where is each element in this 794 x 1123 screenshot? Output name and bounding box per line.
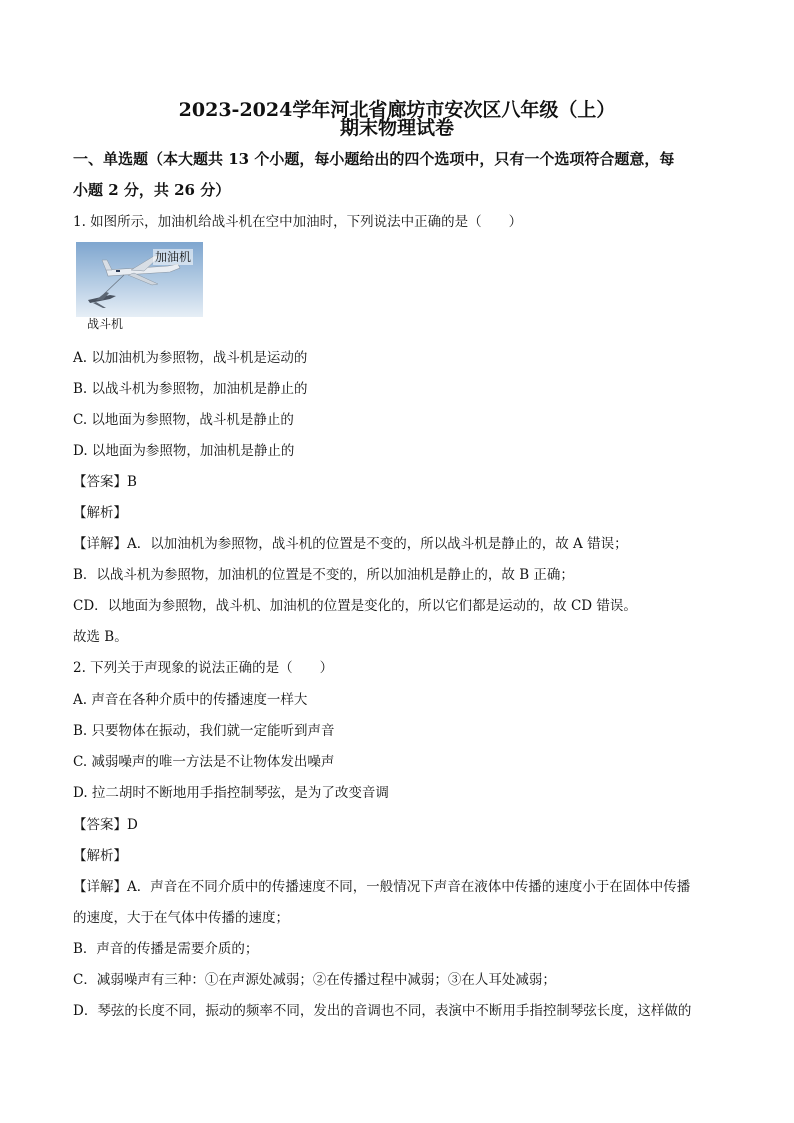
question-2-analysis-heading: 【解析】	[73, 848, 127, 864]
question-2-answer: 【答案】D	[73, 817, 138, 833]
question-1-analysis-heading: 【解析】	[73, 505, 127, 521]
question-1-stem: 1. 如图所示，加油机给战斗机在空中加油时，下列说法中正确的是（ ）	[73, 214, 523, 230]
question-2-analysis-line: D．琴弦的长度不同，振动的频率不同，发出的音调也不同，表演中不断用手指控制琴弦长度，这样做的	[73, 1003, 692, 1019]
question-2-option-b: B. 只要物体在振动，我们就一定能听到声音	[73, 723, 335, 739]
question-1-option-a: A. 以加油机为参照物，战斗机是运动的	[73, 350, 308, 366]
document-title: 2023-2024学年河北省廊坊市安次区八年级（上）	[178, 99, 616, 121]
question-2-analysis-line: 的速度，大于在气体中传播的速度；	[73, 910, 289, 926]
question-1-analysis-line: CD．以地面为参照物，战斗机、加油机的位置是变化的，所以它们都是运动的，故 CD 错误。	[73, 598, 637, 614]
question-1-analysis-line: B．以战斗机为参照物，加油机的位置是不变的，所以加油机是静止的，故 B 正确；	[73, 567, 574, 583]
question-2-stem: 2. 下列关于声现象的说法正确的是（ ）	[73, 660, 334, 676]
question-2-analysis-line: 【详解】A．声音在不同介质中的传播速度不同，一般情况下声音在液体中传播的速度小于在固体中传播	[73, 879, 691, 895]
document-subtitle: 期末物理试卷	[339, 117, 454, 139]
question-1-analysis-line: 故选 B。	[73, 629, 128, 645]
question-1-option-b: B. 以战斗机为参照物，加油机是静止的	[73, 381, 308, 397]
question-2-option-a: A. 声音在各种介质中的传播速度一样大	[73, 692, 308, 708]
question-1-answer: 【答案】B	[73, 474, 137, 490]
section-heading-line1: 一、单选题（本大题共 13 个小题，每小题给出的四个选项中，只有一个选项符合题意，每	[73, 150, 675, 168]
question-2-analysis-line: C．减弱噪声有三种：①在声源处减弱；②在传播过程中减弱；③在人耳处减弱；	[73, 972, 556, 988]
tanker-label: 加油机	[154, 250, 191, 264]
fighter-label: 战斗机	[87, 317, 124, 331]
question-1-analysis-line: 【详解】A．以加油机为参照物，战斗机的位置是不变的，所以战斗机是静止的，故 A 错误；	[73, 536, 628, 552]
question-2-analysis-line: B．声音的传播是需要介质的；	[73, 941, 259, 957]
section-heading-line2: 小题 2 分，共 26 分）	[73, 181, 231, 199]
question-2-option-c: C. 减弱噪声的唯一方法是不让物体发出噪声	[73, 754, 335, 770]
question-1-option-c: C. 以地面为参照物，战斗机是静止的	[73, 412, 294, 428]
question-1-figure	[76, 242, 203, 317]
question-1-option-d: D. 以地面为参照物，加油机是静止的	[73, 443, 295, 459]
question-2-option-d: D. 拉二胡时不断地用手指控制琴弦，是为了改变音调	[73, 785, 389, 801]
